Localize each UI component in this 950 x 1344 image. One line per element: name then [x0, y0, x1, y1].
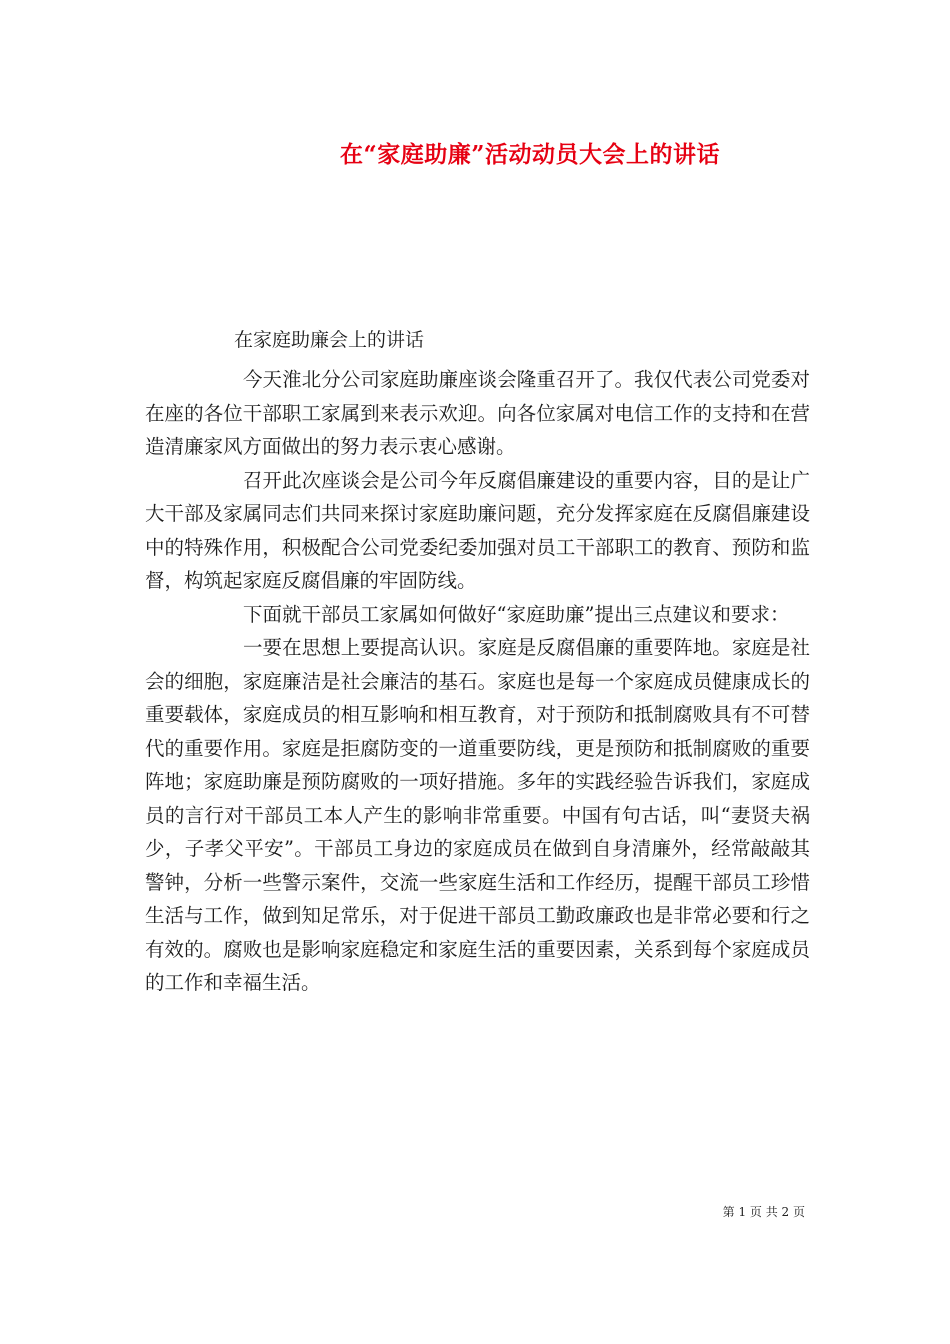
document-title: 在“家庭助廉”活动动员大会上的讲话 — [340, 141, 720, 168]
document-subtitle: 在家庭助廉会上的讲话 — [234, 329, 425, 351]
paragraph-point-one: 一要在思想上要提高认识。家庭是反腐倡廉的重要阵地。家庭是社会的细胞，家庭廉洁是社会廉洁的基石。家庭也是每一个家庭成员健康成长的重要载体，家庭成员的相互影响和相互教育，对于预防和抵制腐败具有不可替代的重要作用。家庭是拒腐防变的一道重要防线，更是预防和抵制腐败的重要阵地；家庭助廉是预防腐败的一项好措施。多年的实践经验告诉我们，家庭成员的言行对干部员工本人产生的影响非常重要。中国有句古话，叫“妻贤夫祸少，子孝父平安”。干部员工身边的家庭成员在做到自身清廉外，经常敲敲其警钟，分析一些警示案件，交流一些家庭生活和工作经历，提醒干部员工珍惜生活与工作，做到知足常乐，对于促进干部员工勤政廉政也是非常必要和行之有效的。腐败也是影响家庭稳定和家庭生活的重要因素，关系到每个家庭成员的工作和幸福生活。 — [145, 636, 810, 994]
paragraph-welcome: 今天淮北分公司家庭助廉座谈会隆重召开了。我仅代表公司党委对在座的各位干部职工家属到来表示欢迎。向各位家属对电信工作的支持和在营造清廉家风方面做出的努力表示衷心感谢。 — [145, 368, 810, 458]
paragraph-purpose: 召开此次座谈会是公司今年反腐倡廉建设的重要内容，目的是让广大干部及家属同志们共同来探讨家庭助廉问题，充分发挥家庭在反腐倡廉建设中的特殊作用，积极配合公司党委纪委加强对员工干部职工的教育、预防和监督，构筑起家庭反腐倡廉的牢固防线。 — [145, 468, 810, 592]
document-body — [145, 363, 810, 1000]
page-indicator: 第 1 页 共 2 页 — [722, 1205, 805, 1219]
paragraph-suggestions-intro: 下面就干部员工家属如何做好“家庭助廉”提出三点建议和要求： — [243, 602, 790, 626]
